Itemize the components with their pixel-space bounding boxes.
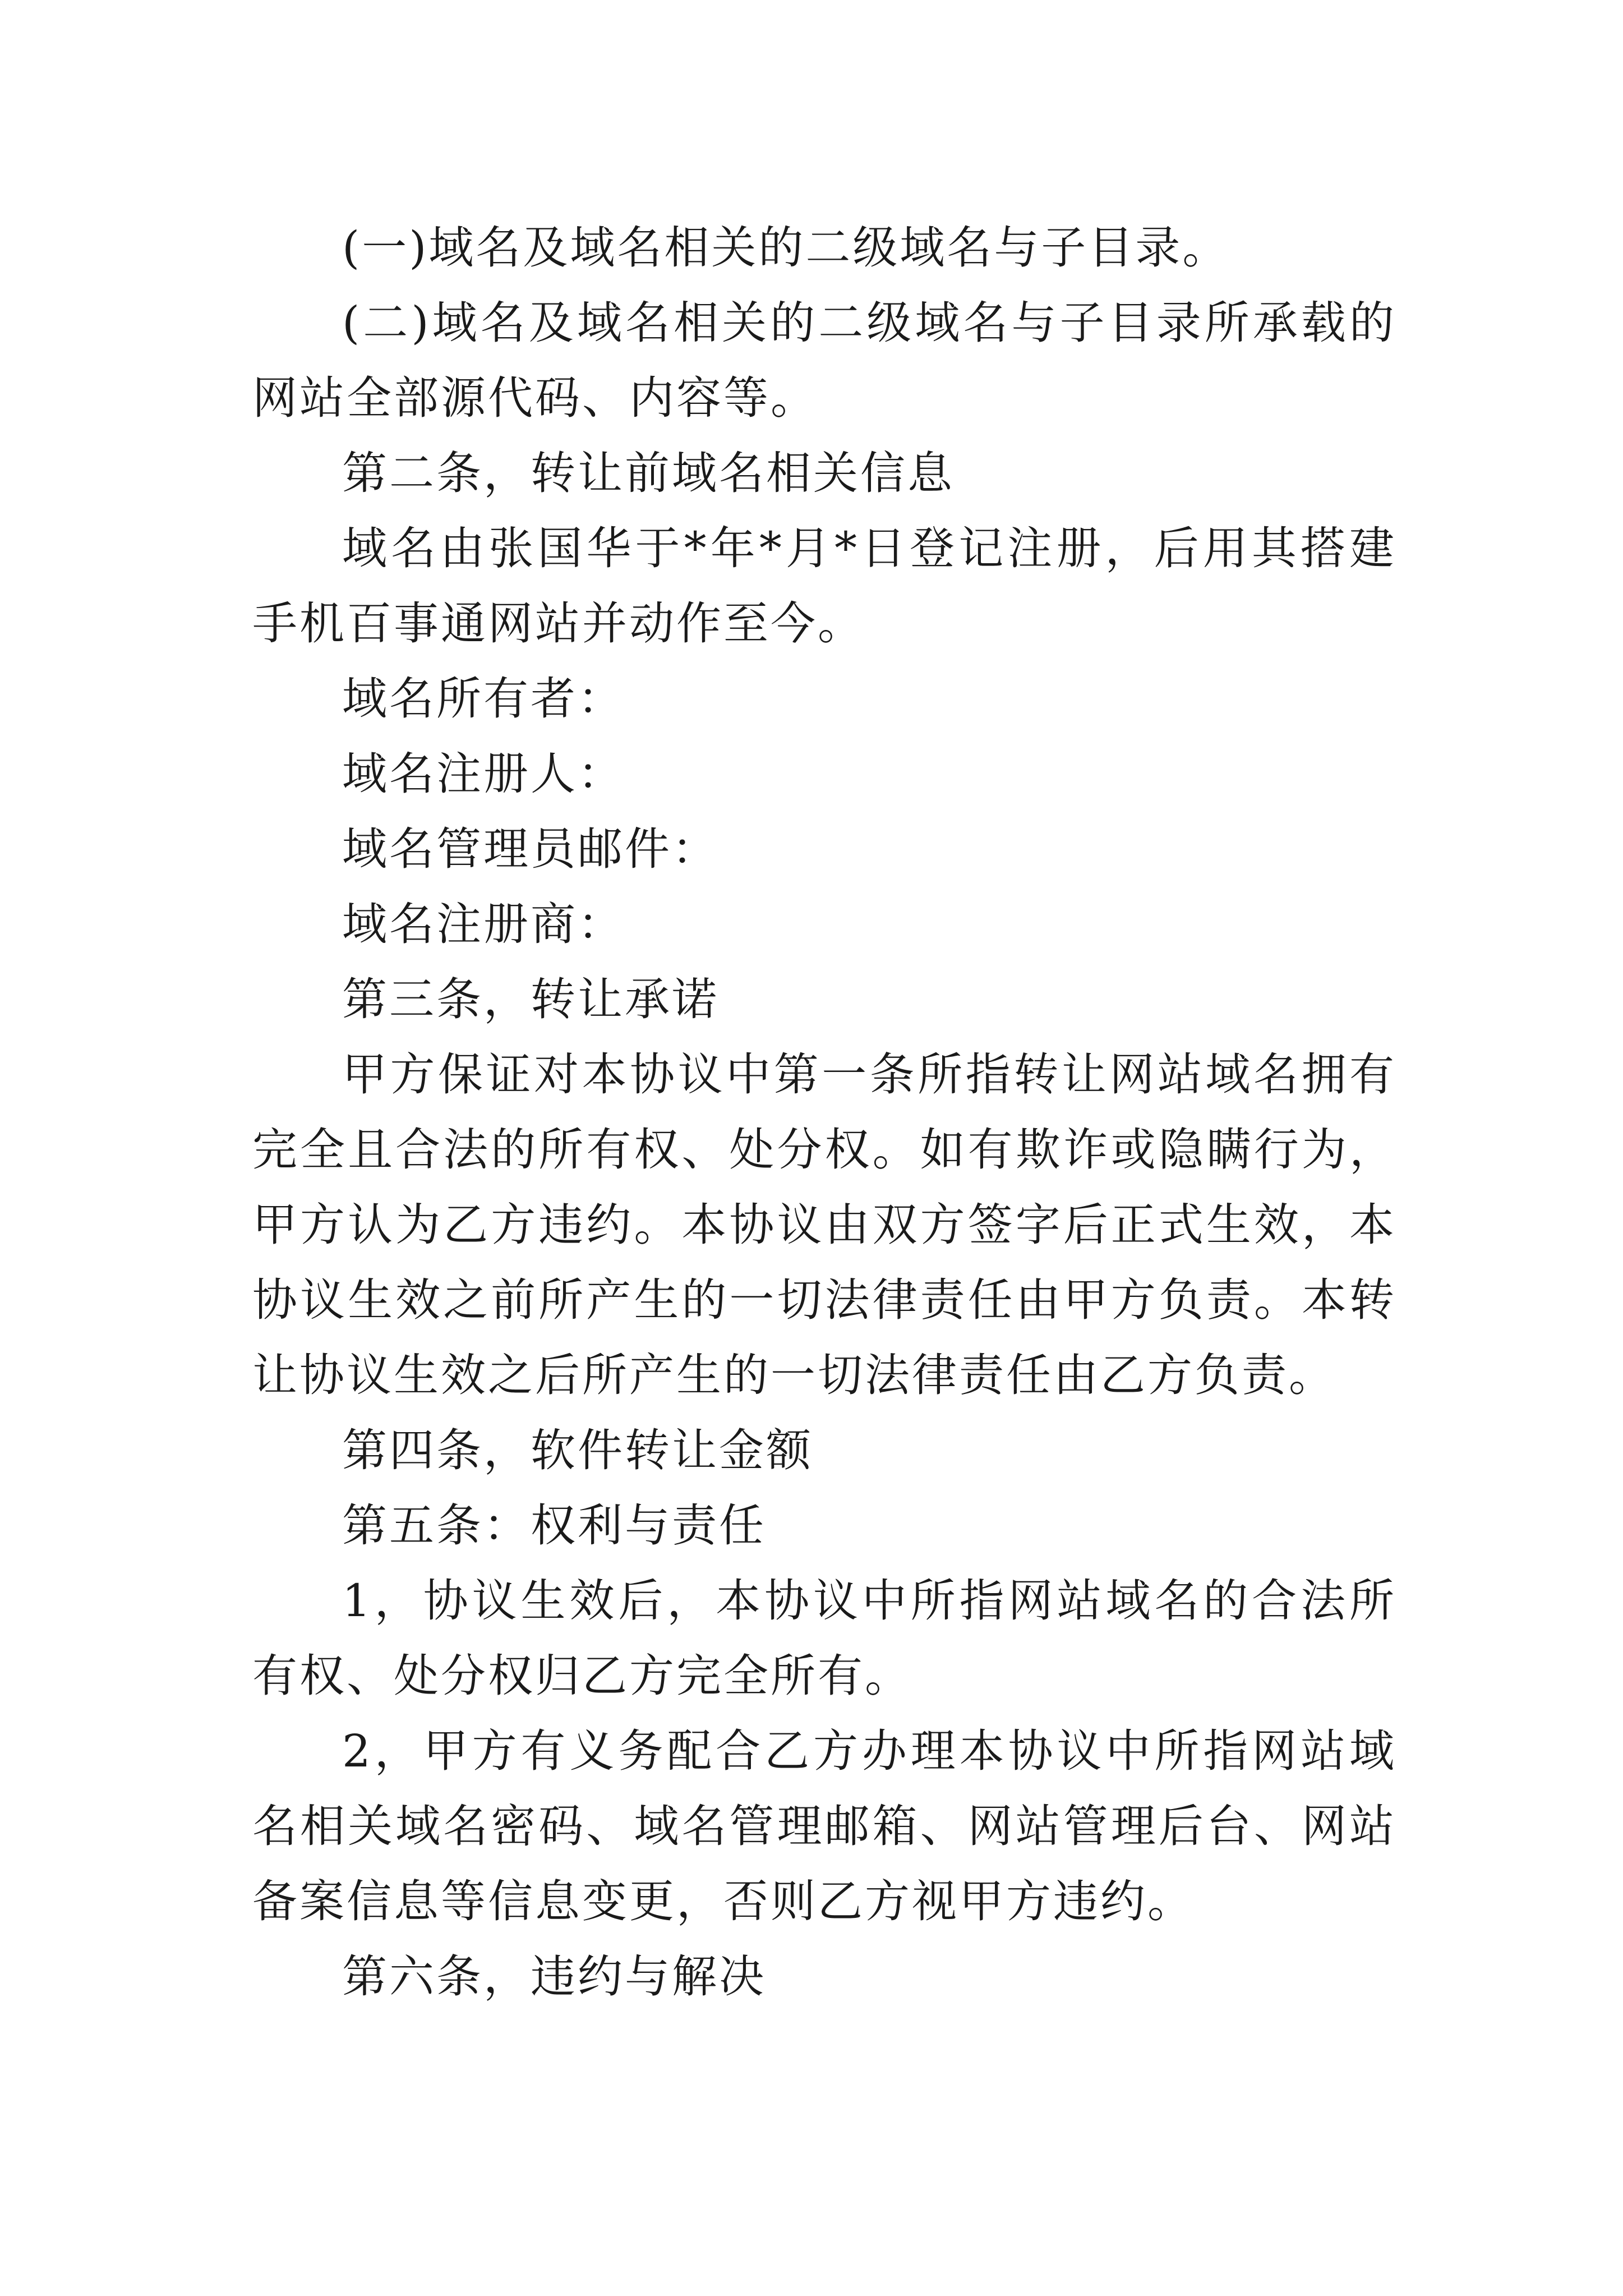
paragraph-rights-1: 1，协议生效后，本协议中所指网站域名的合法所有权、处分权归乙方完全所有。 [252, 1575, 1396, 1702]
document-body [252, 210, 1396, 2014]
field-domain-registrant: 域名注册人： [342, 748, 625, 800]
section-heading-article-2: 第二条，转让前域名相关信息 [342, 447, 955, 499]
paragraph-item-1: (一)域名及域名相关的二级域名与子目录。 [342, 222, 1230, 274]
section-heading-article-4: 第四条，软件转让金额 [342, 1424, 813, 1476]
paragraph-registration-info: 域名由张国华于*年*月*日登记注册，后用其搭建手机百事通网站并动作至今。 [252, 522, 1396, 650]
paragraph-transfer-commitment: 甲方保证对本协议中第一条所指转让网站域名拥有完全且合法的所有权、处分权。如有欺诈或隐瞒行为，甲方认为乙方违约。本协议由双方签字后正式生效，本协议生效之前所产生的一切法律责任由甲方负责。本转让协议生效之后所产生的一切法律责任由乙方负责。 [252, 1048, 1396, 1401]
field-domain-registrar: 域名注册商： [342, 898, 625, 950]
section-heading-article-6: 第六条，违约与解决 [342, 1950, 766, 2003]
paragraph-rights-2: 2，甲方有义务配合乙方办理本协议中所指网站域名相关域名密码、域名管理邮箱、网站管理后台、网站备案信息等信息变更，否则乙方视甲方违约。 [252, 1725, 1396, 1927]
paragraph-item-2: (二)域名及域名相关的二级域名与子目录所承载的网站全部源代码、内容等。 [252, 297, 1396, 424]
section-heading-article-5: 第五条：权利与责任 [342, 1499, 766, 1552]
field-admin-email: 域名管理员邮件： [342, 823, 719, 875]
section-heading-article-3: 第三条，转让承诺 [342, 973, 719, 1025]
field-domain-owner: 域名所有者： [342, 673, 625, 725]
